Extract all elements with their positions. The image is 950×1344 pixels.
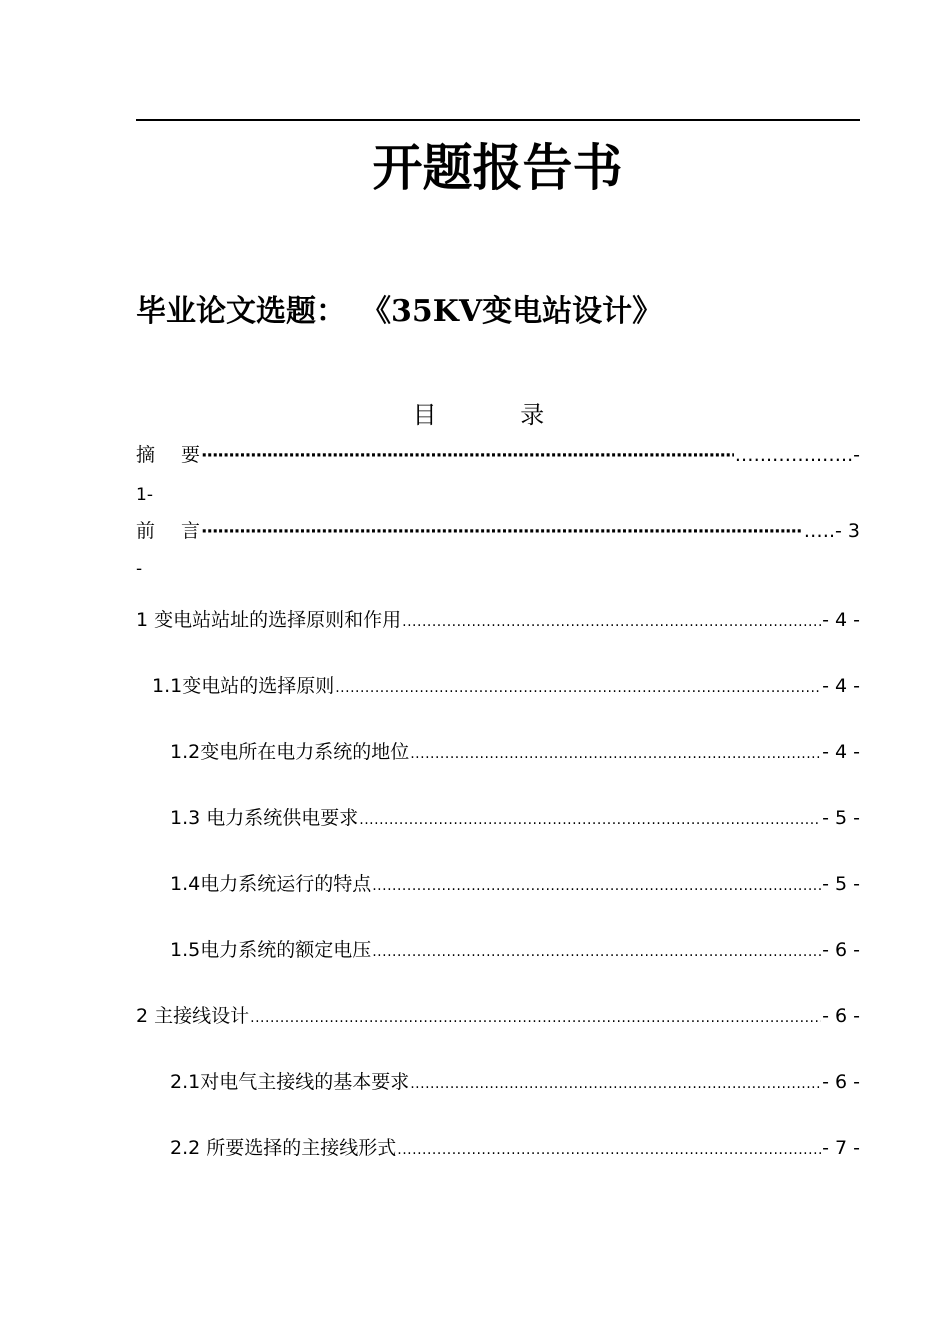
toc-leader-dots xyxy=(372,939,821,965)
toc-leader-dots xyxy=(402,609,821,635)
toc-entry-page: - 6 - xyxy=(822,939,860,961)
toc-entry-page-wrap: - xyxy=(136,559,143,579)
toc-leader-dots xyxy=(410,741,821,767)
toc-entry-label: 前 xyxy=(136,520,156,542)
toc-entry[interactable] xyxy=(152,673,860,699)
toc-entry-label: 1.4电力系统运行的特点 xyxy=(170,873,372,895)
toc-leader-dots xyxy=(201,519,803,545)
document-title: 开题报告书 xyxy=(372,138,623,197)
toc-entry-page: - 4 - xyxy=(822,675,860,697)
toc-entry-label: 1.5电力系统的额定电压 xyxy=(170,939,372,961)
toc-heading xyxy=(0,398,950,432)
toc-entry[interactable] xyxy=(136,1003,860,1029)
toc-entry[interactable] xyxy=(170,871,860,897)
toc-leader-dots xyxy=(201,443,734,469)
toc-leader-dots xyxy=(372,873,821,899)
thesis-topic-value: 《35KV变电站设计》 xyxy=(361,294,663,329)
toc-entry-label: 摘 xyxy=(136,444,156,466)
toc-leader-dots xyxy=(335,675,821,701)
toc-entry-label: 言 xyxy=(181,520,201,542)
toc-leader-dots xyxy=(359,807,821,833)
toc-heading-text: 目 录 xyxy=(412,401,583,429)
toc-entry-label: 1.3 电力系统供电要求 xyxy=(170,807,359,829)
toc-leader-dots xyxy=(410,1071,821,1097)
toc-entry-label: 1.2变电所在电力系统的地位 xyxy=(170,741,410,763)
toc-entry-label: 1.1变电站的选择原则 xyxy=(152,675,335,697)
toc-entry[interactable] xyxy=(170,739,860,765)
toc-entry[interactable] xyxy=(170,1069,860,1095)
toc-entry-preface[interactable] xyxy=(136,518,860,544)
toc-entry-page: - 7 - xyxy=(822,1137,860,1159)
toc-leader-dots xyxy=(397,1137,821,1163)
toc-entry[interactable] xyxy=(170,1135,860,1161)
toc-entry-label: 要 xyxy=(181,444,201,466)
toc-entry-label: 1 变电站站址的选择原则和作用 xyxy=(136,609,402,631)
toc-entry-page: - 4 - xyxy=(822,741,860,763)
toc-entry-page-wrap: 1- xyxy=(136,485,153,505)
toc-entry-page: - 4 - xyxy=(822,609,860,631)
thesis-topic-label: 毕业论文选题： xyxy=(136,294,346,329)
toc-entry-label: 2 主接线设计 xyxy=(136,1005,250,1027)
toc-entry-page: .…..……..…..- xyxy=(734,444,860,466)
thesis-topic xyxy=(136,290,662,334)
toc-entry-page: - 6 - xyxy=(822,1005,860,1027)
toc-entry[interactable] xyxy=(170,805,860,831)
toc-entry-label: 2.1对电气主接线的基本要求 xyxy=(170,1071,410,1093)
toc-entry-label: 2.2 所要选择的主接线形式 xyxy=(170,1137,397,1159)
toc-entry[interactable] xyxy=(170,937,860,963)
toc-entry-page: - 6 - xyxy=(822,1071,860,1093)
toc-entry-page: - 5 - xyxy=(822,873,860,895)
toc-entry-abstract[interactable] xyxy=(136,442,860,468)
toc-entry[interactable] xyxy=(136,607,860,633)
toc-entry-page: - 5 - xyxy=(822,807,860,829)
toc-entry-page: .….- 3 xyxy=(803,520,860,542)
toc-leader-dots xyxy=(250,1005,821,1031)
top-rule xyxy=(136,119,860,121)
